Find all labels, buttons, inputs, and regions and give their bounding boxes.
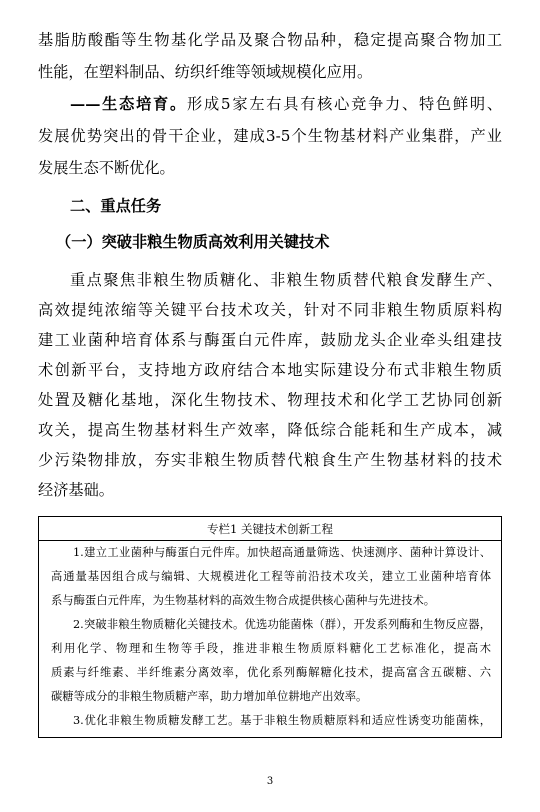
box-line: 高通量基因组合成与编辑、大规模进化工程等前沿技术攻关，建立工业菌种培育体: [51, 570, 491, 583]
eco-cultivation-lead: ——生态培育。: [70, 95, 187, 113]
paragraph-line: 高效提纯浓缩等关键平台技术攻关，针对不同非粮生物质原料构: [38, 301, 502, 319]
paragraph-line: 基脂肪酸酯等生物基化学品及聚合物品种，稳定提高聚合物加工: [38, 31, 502, 49]
subsection-heading: （一）突破非粮生物质高效利用关键技术: [56, 233, 330, 251]
page-number: 3: [266, 776, 274, 787]
box-line: 系与酶蛋白元件库，为生物基材料的高效生物合成提供核心菌种与先进技术。: [51, 594, 436, 607]
paragraph-line: 建工业菌种培育体系与酶蛋白元件库，鼓励龙头企业牵头组建技: [38, 331, 502, 349]
paragraph-line: 经济基础。: [38, 481, 114, 499]
box-line: 质素与纤维素、半纤维素分离效率，优化系列酶解糖化技术，提高富含五碳糖、六: [51, 666, 491, 679]
section-heading: 二、重点任务: [70, 197, 162, 215]
paragraph-line: 性能，在塑料制品、纺织纤维等领域规模化应用。: [38, 63, 373, 81]
paragraph-line: 少污染物排放，夯实非粮生物质替代粮食生产生物基材料的技术: [38, 451, 502, 469]
paragraph-text: 形成5家左右具有核心竞争力、特色鲜明、: [186, 95, 503, 113]
paragraph-line: 术创新平台，支持地方政府结合本地实际建设分布式非粮生物质: [38, 361, 502, 379]
box-line: 1.建立工业菌种与酶蛋白元件库。加快超高通量筛选、快速测序、菌种计算设计、: [73, 546, 491, 559]
paragraph-line: 发展生态不断优化。: [38, 159, 175, 177]
box-line: 3.优化非粮生物质糖发酵工艺。基于非粮生物质糖原料和适应性诱变功能菌株，: [73, 714, 491, 727]
box-line: 碳糖等成分的非粮生物质糖产率，助力增加单位耕地产出效率。: [51, 690, 368, 703]
feature-box-title: 专栏1 关键技术创新工程: [39, 517, 501, 541]
paragraph-line: 重点聚焦非粮生物质糖化、非粮生物质替代粮食发酵生产、: [70, 271, 502, 289]
box-line: 2.突破非粮生物质糖化关键技术。优选功能菌株（群），开发系列酶和生物反应器，: [73, 618, 491, 631]
paragraph-line: 发展优势突出的骨干企业，建成3-5个生物基材料产业集群，产业: [38, 127, 502, 145]
paragraph-line: 处置及糖化基地，深化生物技术、物理技术和化学工艺协同创新: [38, 391, 502, 409]
paragraph-line: 攻关，提高生物基材料生产效率，降低综合能耗和生产成本，减: [38, 421, 502, 439]
paragraph-line: [38, 94, 502, 114]
feature-box: [38, 516, 502, 738]
box-line: 利用化学、物理和生物等手段，推进非粮生物质原料糖化工艺标准化，提高木: [51, 642, 491, 655]
